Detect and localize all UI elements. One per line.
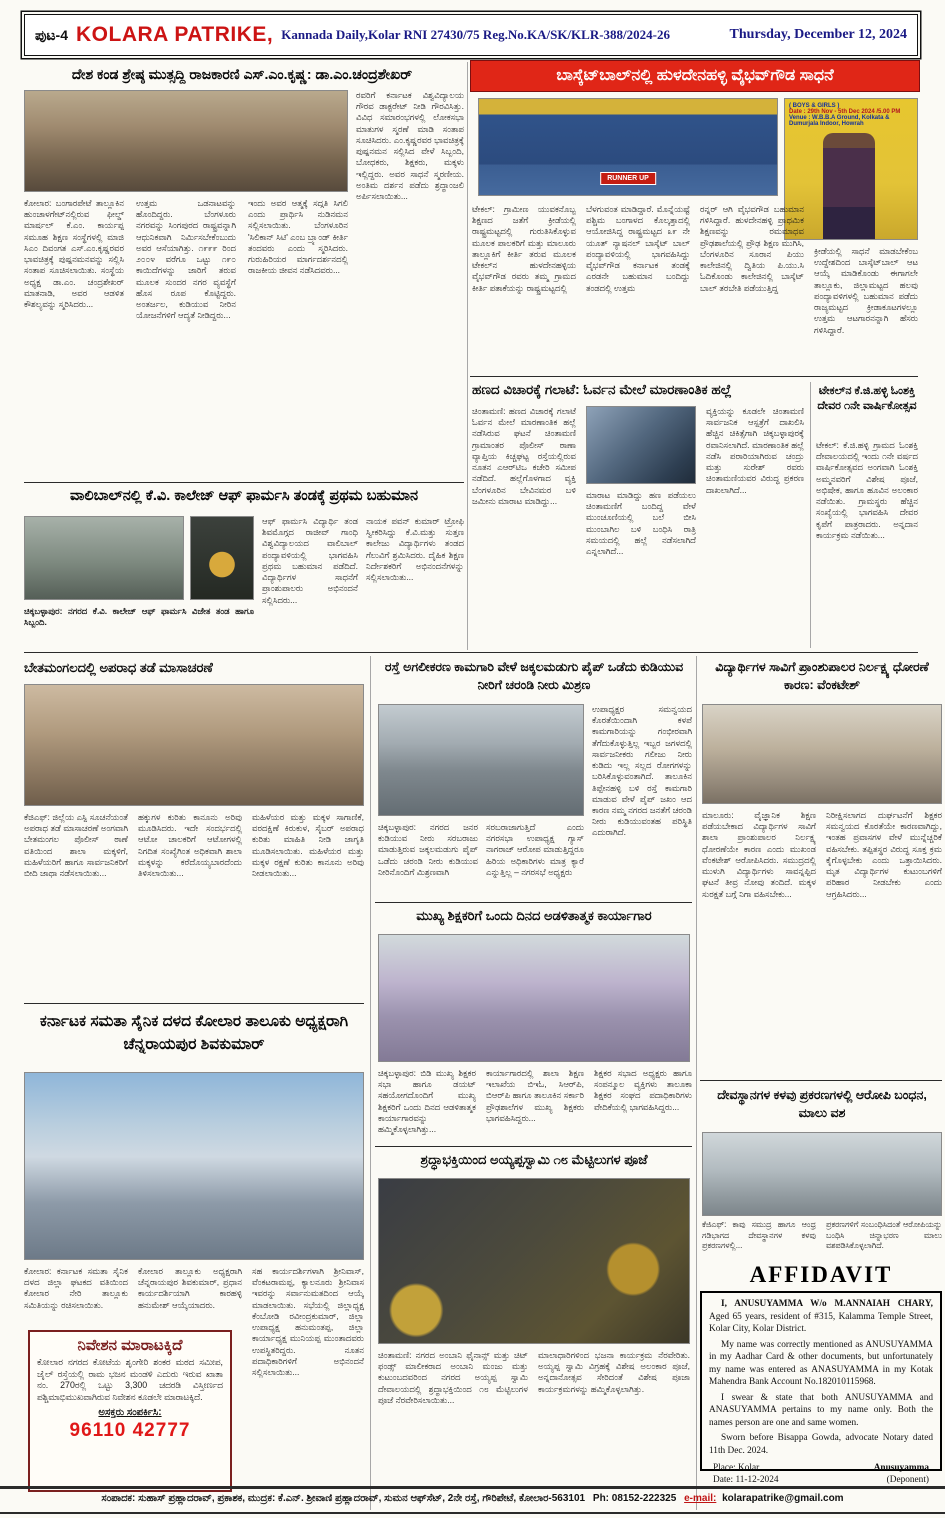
affidavit-place: Place: Kolar	[713, 1462, 760, 1473]
basketball-col4: ಕ್ರೀಡೆಯಲ್ಲಿ ಸಾಧನೆ ಮಾಡಬೇಕೆಂಬ ಉದ್ದೇಶದಿಂದ ಬಾಸ್ಕೆಟ್‌ಬಾಲ್ ಆಟ ಆಯ್ಕೆ ಮಾಡಿಕೊಂಡು ಈಗಾಗಲೇ ತಾಲ್ಲೂಕು, ಜಿಲ್ಲಾಮಟ್ಟದ ಹಲವು ಪಂದ್ಯಾವಳಿಗಳಲ್ಲಿ ಬಹುಮಾನ ಪಡೆದು ರಾಜ್ಯಮಟ್ಟದ ಕ್ರೀಡಾಕೂಟಗಳಲ್ಲೂ ಉತ್ತಮ ಆಟಗಾರನನ್ನಾಗಿ ಹೆಸರು ಗಳಿಸಿದ್ದಾರೆ.	[814, 246, 918, 335]
affidavit-title: AFFIDAVIT	[749, 1262, 893, 1287]
rule-col-right	[696, 656, 697, 1510]
ayyappa-headline: ಶ್ರದ್ಧಾಭಕ್ತಿಯಿಂದ ಅಯ್ಯಪ್ಪಸ್ವಾಮಿ ೧೮ ಮೆಟ್ಟಿಲುಗಳ ಪೂಜೆ	[420, 1152, 648, 1167]
affidavit-p4: Sworn before Bisappa Gowda, advocate Notary dated 11th Dec. 2024.	[709, 1433, 933, 1457]
poster-line1: ( BOYS & GIRLS )	[789, 103, 840, 109]
poster-line2: Date : 29th Nov - 5th Dec 2024 /5.00 PM	[789, 109, 901, 115]
assault-col3: ವ್ಯಕ್ತಿಯನ್ನು ಕೂಡಲೇ ಚಿಂತಾಮಣಿ ಸಾರ್ವಜನಿಕ ಆಸ್ಪತ್ರೆಗೆ ದಾಖಲಿಸಿ ಹೆಚ್ಚಿನ ಚಿಕಿತ್ಸೆಗಾಗಿ ಚಿಕ್ಕಬಳ್ಳಾಪುರಕ್ಕೆ ರವಾನಿಸಲಾಗಿದೆ. ಮಾರಣಾಂತಿಕ ಹಲ್ಲೆ ನಡೆಸಿ ಪರಾರಿಯಾಗಿರುವ ಚಂದ್ರು ಮತ್ತು ಸುರೇಶ್ ರವರು ಚಿಂತಾಮಣಿಯವರ ವಿರುದ್ಧ ಪ್ರಕರಣ ದಾಖಲಾಗಿದೆ...	[706, 406, 804, 495]
road-col2: ಸರಬರಾಜಾಗುತ್ತಿದೆ ಎಂದು ನಗರಸಭಾ ಉಪಾಧ್ಯಕ್ಷ ಗ್ಯಾಸ್ ನಾಗರಾಜ್ ಆರೋಪ ಮಾಡುತ್ತಿದ್ದರೂ ಹಿರಿಯ ಅಧಿಕಾರಿಗಳು ಮಾತ್ರ ಕ್ಯಾರೆ ಎನ್ನುತ್ತಿಲ್ಲ – ನಗರಸಭೆ ಅಧ್ಯಕ್ಷರು	[486, 822, 584, 877]
rule-above-theft	[700, 1080, 942, 1081]
volleyball-caption: ಚಿಕ್ಕಬಳ್ಳಾಪುರ: ನಗರದ ಕೆ.ವಿ. ಕಾಲೇಜ್ ಆಫ್ ಫಾರ್ಮಸಿ ವಿಜೇತ ತಂಡ ಹಾಗೂ ಸಿಬ್ಬಂದಿ.	[24, 606, 254, 628]
workshop-col3: ಶಿಕ್ಷಕರ ಸಭಾದ ಅಧ್ಯಕ್ಷರು ಹಾಗೂ ಸಂಪನ್ಮೂಲ ವ್ಯಕ್ತಿಗಳು ತಾಲೂಕಾ ಶಿಕ್ಷಕರ ಸಂಘದ ಪದಾಧಿಕಾರಿಗಳು ವೇದಿಕೆಯಲ್ಲಿ ಭಾಗವಹಿಸಿದ್ದರು...	[594, 1068, 692, 1112]
rule-under-basketball	[470, 376, 918, 377]
poster-line3: Venue : W.B.B.A Ground, Kolkata & Dumurjala Indoor, Howrah	[789, 115, 890, 127]
betamangala-march-photo	[24, 684, 364, 806]
rule-omshakti-left	[810, 382, 811, 648]
ad-phone-number: 96110 42777	[69, 1420, 191, 1442]
theft-lineup-photo	[702, 1132, 942, 1216]
venkatesh-col2: ನಿರೀಕ್ಷಿಸಲಾಗದ ದುರ್ಘಟನೆಗೆ ಶಿಕ್ಷಕರ ಸಮನ್ವಯದ ಕೊರತೆಯೇ ಕಾರಣವಾಗಿದ್ದು, ಇಂತಹ ಪ್ರವಾಸಗಳ ವೇಳೆ ಮುನ್ನೆಚ್ಚರಿಕೆ ವಹಿಸಬೇಕು. ತಪ್ಪಿತಸ್ಥರ ವಿರುದ್ಧ ಸೂಕ್ತ ಕ್ರಮ ಕೈಗೊಳ್ಳಬೇಕು ಎಂದು ಒತ್ತಾಯಿಸಿದರು. ಮೃತ ವಿದ್ಯಾರ್ಥಿಗಳ ಕುಟುಂಬಗಳಿಗೆ ಪರಿಹಾರ ನೀಡಬೇಕು ಎಂದು ಆಗ್ರಹಿಸಿದರು...	[826, 810, 942, 899]
imprint-phone: Ph: 08152-222325	[592, 1493, 677, 1504]
basketball-headline-banner: ಬಾಸ್ಕೆಟ್‌ಬಾಲ್‌ನಲ್ಲಿ ಹುಳದೇನಹಳ್ಳಿ ವೈಭವ್‌ಗೌಡ ಸಾಧನೆ	[470, 60, 920, 92]
rule-footer-bottom	[0, 1512, 945, 1514]
affidavit-p2: My name was correctly mentioned as ANUSUYAMMA in my Aadhar Card & other documents, but unfortunately my name was entered as ANASUYAMMA in my Kotak Mahendra Bank Account No.182010115968.	[709, 1339, 933, 1388]
ayyappa-col1: ಚಿಂತಾಮಣಿ: ನಗರದ ಅಂಬಾನಿ ಫೈನಾನ್ಸ್ ಮತ್ತು ಚಿಟ್ ಫಂಡ್ಸ್ ಮಾಲೀಕರಾದ ಅಂಬಾನಿ ಮಂಜು ಮತ್ತು ಕುಟುಂಬದವರಿಂದ ನಗರದ ಅಯ್ಯಪ್ಪ ಸ್ವಾಮಿ ದೇವಾಲಯದಲ್ಲಿ ಶ್ರದ್ಧಾಭಕ್ತಿಯಿಂದ ೧೮ ಮೆಟ್ಟಿಲುಗಳ ಪೂಜೆ ನೆರವೇರಿಸಲಾಯಿತು...	[378, 1350, 528, 1405]
rule-above-workshop	[375, 902, 692, 903]
rule-under-krishna	[24, 482, 464, 483]
issue-date: Thursday, December 12, 2024	[729, 27, 907, 42]
rule-above-samata	[24, 1003, 364, 1004]
krishna-col3: ಇಂದು ಅವರ ಆತ್ಮಕ್ಕೆ ಸದ್ಗತಿ ಸಿಗಲಿ ಎಂದು ಪ್ರಾರ್ಥಿಸಿ ನುಡಿನಮನ ಸಲ್ಲಿಸಲಾಯಿತು. ಬೆಂಗಳೂರಿನ 'ಸಿಲಿಕಾನ್ ಸಿಟಿ' ಎಂಬ ಬ್ರ್ಯಾಂಡ್ ಕೀರ್ತಿ ತಂದವರು ಎಂದು ಸ್ಮರಿಸಿದರು. ಗುರುಹಿರಿಯರ ಮಾರ್ಗದರ್ಶನದಲ್ಲಿ ರಾಜಕೀಯ ಜೀವನ ನಡೆಸಿದವರು...	[248, 198, 348, 276]
affidavit-p1-rest: Aged 65 years, resident of #315, Kalamma Temple Street, Kolar City, Kolar District.	[709, 1311, 933, 1335]
krishna-col2: ಉತ್ತಮ ಒಡನಾಟವನ್ನು ಹೊಂದಿದ್ದರು. ಬೆಂಗಳೂರು ನಗರವನ್ನು ಸಿಂಗಪುರದ ರಾಷ್ಟ್ರವನ್ನಾಗಿ ಆಧುನಿಕವಾಗಿ ನಿರ್ಮಿಸಬೇಕೆಂಬುದು ಅವರ ಆಸೆಯಾಗಿತ್ತು. ೧೯೯೯ ರಿಂದ ೨೦೦೪ ವರೆಗೂ ಒಟ್ಟು ೧೯೦ ಕಾಯಿದೆಗಳನ್ನು ಜಾರಿಗೆ ತರುವ ಮೂಲಕ ಸುಂದರ ನಗರ ವ್ಯವಸ್ಥೆಗೆ ಹೊಸ ರೂಪ ಕೊಟ್ಟಿದ್ದರು. ಅಂತರ್ಜಲ, ಕುಡಿಯುವ ನೀರಿನ ಯೋಜನೆಗಳಿಗೆ ಆದ್ಯತೆ ನೀಡಿದ್ದರು...	[136, 198, 236, 321]
rule-footer-top	[0, 1486, 945, 1489]
road-scene-photo	[378, 704, 584, 816]
rule-col-left	[370, 656, 371, 1510]
omshakti-body: ಟೇಕಲ್: ಕೆ.ಜಿ.ಹಳ್ಳಿ ಗ್ರಾಮದ ಓಂಶಕ್ತಿ ದೇವಾಲಯದಲ್ಲಿ ಇಂದು ೧ನೇ ವರ್ಷದ ವಾರ್ಷಿಕೋತ್ಸವದ ಅಂಗವಾಗಿ ಓಂಶಕ್ತಿ ಅಮ್ಮನವರಿಗೆ ವಿಶೇಷ ಪೂಜೆ, ಅಭಿಷೇಕ, ಹಾಗೂ ಹೂವಿನ ಅಲಂಕಾರ ನಡೆಯಿತು. ಗ್ರಾಮಸ್ಥರು ಹೆಚ್ಚಿನ ಸಂಖ್ಯೆಯಲ್ಲಿ ಭಾಗವಹಿಸಿ ದೇವರ ಕೃಪೆಗೆ ಪಾತ್ರರಾದರು. ಅನ್ನದಾನ ಕಾರ್ಯಕ್ರಮ ನಡೆಯಿತು...	[816, 440, 918, 540]
basketball-team-photo	[478, 98, 778, 196]
assault-col1: ಚಿಂತಾಮಣಿ: ಹಣದ ವಿಚಾರಕ್ಕೆ ಗಲಾಟೆ ಓರ್ವನ ಮೇಲೆ ಮಾರಣಾಂತಿಕ ಹಲ್ಲೆ ನಡೆಸಿರುವ ಘಟನೆ ಚಿಂತಾಮಣಿ ಗ್ರಾಮಾಂತರ ಪೊಲೀಸ್ ಠಾಣಾ ವ್ಯಾಪ್ತಿಯ ಕಿಚ್ಚಘಟ್ಟ ರಸ್ತೆಯಲ್ಲಿರುವ ನೂತನ ಎಆರ್‌ಟಿಒ ಕಚೇರಿ ಸಮೀಪ ನಡೆದಿದೆ. ಹಲ್ಲೆಗೊಳಗಾದ ವ್ಯಕ್ತಿ ಬೆಂಗಳೂರಿನ ಬೇವಿನಮರ ಬಳಿ ಜಮೀನು ಮಾರಾಟ ಮಾಡಿದ್ದು...	[472, 406, 576, 506]
samata-col3: ಸಹ ಕಾರ್ಯದರ್ಶಿಗಳಾಗಿ ಶ್ರೀನಿವಾಸ್, ವೆಂಕಟರಾಮಪ್ಪ, ಕ್ಯಾಲನೂರು ಶ್ರೀನಿವಾಸ ಇವರನ್ನು ಸರ್ವಾನುಮತದಿಂದ ಆಯ್ಕೆ ಮಾಡಲಾಯಿತು. ಸಭೆಯಲ್ಲಿ ಜಿಲ್ಲಾಧ್ಯಕ್ಷ ಕೆಂಬೋಡಿ ರವೀಂದ್ರಕುಮಾರ್, ಜಿಲ್ಲಾ ಉಪಾಧ್ಯಕ್ಷ ಹನುಮಂತಪ್ಪ, ಜಿಲ್ಲಾ ಕಾರ್ಯಾಧ್ಯಕ್ಷ ಮುನಿಯಪ್ಪ ಮುಂತಾದವರು ಉಪಸ್ಥಿತರಿದ್ದರು. ನೂತನ ಪದಾಧಿಕಾರಿಗಳಿಗೆ ಅಭಿನಂದನೆ ಸಲ್ಲಿಸಲಾಯಿತು...	[252, 1266, 364, 1377]
runner-up-sign: RUNNER UP	[600, 172, 656, 185]
samata-col1: ಕೋಲಾರ: ಕರ್ನಾಟಕ ಸಮತಾ ಸೈನಿಕ ದಳದ ಜಿಲ್ಲಾ ಘಟಕದ ವತಿಯಿಂದ ಕೋಲಾರ ನೇರಿ ತಾಲ್ಲೂಕು ಸಮಿತಿಯನ್ನು ರಚಿಸಲಾಯಿತು.	[24, 1266, 128, 1310]
betamangala-col1: ಕೆಜಿಎಫ್: ಜಿಲ್ಲೆಯ ಎಸ್ಪಿ ಸೂಚನೆಯಂತೆ ಅಪರಾಧ ತಡೆ ಮಾಸಾಚರಣೆ ಅಂಗವಾಗಿ ಬೇತಮಂಗಲ ಪೊಲೀಸ್ ಠಾಣೆ ವತಿಯಿಂದ ಶಾಲಾ ಮಕ್ಕಳಿಗೆ, ಮಹಿಳೆಯರಿಗೆ ಹಾಗೂ ಸಾರ್ವಜನಿಕರಿಗೆ ಬೀದಿ ಜಾಥಾ ನಡೆಸಲಾಯಿತು...	[24, 812, 128, 879]
rule-mid-page	[24, 652, 918, 653]
volleyball-trophy-photo	[190, 516, 254, 600]
masthead	[24, 14, 918, 56]
omshakti-headline: ಟೇಕಲ್‌ನ ಕೆ.ಜಿ.ಹಳ್ಳಿ ಓಂಶಕ್ತಿ ದೇವರ ೧ನೇ ವಾರ್ಷಿಕೋತ್ಸವ	[817, 385, 917, 412]
assault-victim-photo	[586, 406, 696, 484]
ad-body: ಕೋಲಾರ ನಗರದ ಕೋಟೆಯ ಶೃಂಗೇರಿ ಶಂಕರ ಮಠದ ಸಮೀಪ, ಜೈಲ್ ರಸ್ತೆಯಲ್ಲಿ ರಾಮ ಭಜನ ಮಂಡಳಿ ಎದುರು ಇರುವ ಖಾತಾ ನಂ. 270ರಲ್ಲಿ ಒಟ್ಟು 3,300 ಚದರಡಿ ವಿಸ್ತೀರ್ಣದ ಪಶ್ಚಿಮಾಭಿಮುಖವಾಗಿರುವ ನಿವೇಶನ ಕೂಡಲೇ ಮಾರಾಟಕ್ಕಿದೆ.	[37, 1357, 223, 1402]
venkatesh-headline: ವಿದ್ಯಾರ್ಥಿಗಳ ಸಾವಿಗೆ ಪ್ರಾಂಶುಪಾಲರ ನಿರ್ಲಕ್ಷ್ಯ ಧೋರಣೆ ಕಾರಣ: ವೆಂಕಟೇಶ್	[715, 660, 929, 693]
affidavit-deponent-label: (Deponent)	[886, 1475, 929, 1486]
imprint-email-label: e-mail:	[684, 1493, 717, 1504]
volleyball-col2: ನಾಯಕ ಪವನ್ ಕುಮಾರ್ ಟ್ರೋಫಿ ಸ್ವೀಕರಿಸಿದ್ದು ಕೆ.ವಿ.ಮತ್ತು ಸುತ್ತಣ ಕಾಲೇಜು ವಿದ್ಯಾರ್ಥಿಗಳು ತಂಡದ ಗೆಲುವಿಗೆ ಶ್ರಮಿಸಿದರು. ದೈಹಿಕ ಶಿಕ್ಷಣ ನಿರ್ದೇಶಕರಿಗೆ ಅಭಿನಂದನೆಗಳನ್ನು ಸಲ್ಲಿಸಲಾಯಿತು...	[366, 516, 464, 583]
assault-headline: ಹಣದ ವಿಚಾರಕ್ಕೆ ಗಲಾಟೆ: ಓರ್ವನ ಮೇಲೆ ಮಾರಣಾಂತಿಕ ಹಲ್ಲೆ	[472, 382, 732, 397]
volleyball-headline: ವಾಲಿಬಾಲ್‌ನಲ್ಲಿ ಕೆ.ವಿ. ಕಾಲೇಜ್ ಆಫ್ ಫಾರ್ಮಸಿ ತಂಡಕ್ಕೆ ಪ್ರಥಮ ಬಹುಮಾನ	[69, 488, 419, 504]
venkatesh-col1: ಮಾಲೂರು: ವೈಜ್ಞಾನಿಕ ಶಿಕ್ಷಣ ಪಡೆಯಬೇಕಾದ ವಿದ್ಯಾರ್ಥಿಗಳ ಸಾವಿಗೆ ಶಾಲಾ ಪ್ರಾಂಶುಪಾಲರ ನಿರ್ಲಕ್ಷ್ಯ ಧೋರಣೆಯೇ ಕಾರಣ ಎಂದು ಮುಖಂಡ ವೆಂಕಟೇಶ್ ಆರೋಪಿಸಿದರು. ಸಮುದ್ರದಲ್ಲಿ ಮುಳುಗಿ ವಿದ್ಯಾರ್ಥಿಗಳು ಸಾವನ್ನಪ್ಪಿದ ಘಟನೆ ತೀವ್ರ ನೋವು ತಂದಿದೆ. ಮಕ್ಕಳ ಸುರಕ್ಷತೆ ಬಗ್ಗೆ ನಿಗಾ ವಹಿಸಬೇಕು...	[702, 810, 816, 899]
krishna-col1: ಕೋಲಾರ: ಬಂಗಾರಪೇಟೆ ತಾಲ್ಲೂಕಿನ ಹುಂಚಾಳಗೇಟ್‌ನಲ್ಲಿರುವ ಫೀಲ್ಡ್ ಮಾರ್ಷಲ್ ಕೆ.ಎಂ. ಕಾರ್ಯಪ್ಪ ಸಮೂಹ ಶಿಕ್ಷಣ ಸಂಸ್ಥೆಗಳಲ್ಲಿ ಮಾಜಿ ಸಿಎಂ ದಿವಂಗತ ಎಸ್.ಎಂ.ಕೃಷ್ಣರವರ ಭಾವಚಿತ್ರಕ್ಕೆ ಪುಷ್ಪನಮನವನ್ನು ಸಲ್ಲಿಸಿ ಸಂತಾಪ ಸೂಚಿಸಲಾಯಿತು. ಸಂಸ್ಥೆಯ ಅಧ್ಯಕ್ಷ ಡಾ.ಎಂ. ಚಂದ್ರಶೇಖರ್ ಮಾತನಾಡಿ, ಅವರ ಆಡಳಿತ ಕೌಶಲ್ಯವನ್ನು ಸ್ಮರಿಸಿದರು...	[24, 198, 124, 309]
imprint-line	[0, 1493, 945, 1504]
basketball-player-photo	[784, 98, 918, 240]
betamangala-col3: ಮಹಿಳೆಯರ ಮತ್ತು ಮಕ್ಕಳ ಸಾಗಾಣಿಕೆ, ವರದಕ್ಷಿಣೆ ಕಿರುಕುಳ, ಸೈಬರ್ ಅಪರಾಧ ಕುರಿತು ಮಾಹಿತಿ ನೀಡಿ ಜಾಗೃತಿ ಮೂಡಿಸಲಾಯಿತು. ಮಹಿಳೆಯರ ಮತ್ತು ಮಕ್ಕಳ ರಕ್ಷಣೆ ಕುರಿತು ಕಾನೂನು ಅರಿವು ನೀಡಲಾಯಿತು...	[252, 812, 364, 879]
volleyball-team-photo	[24, 516, 184, 600]
paper-brand: KOLARA PATRIKE,	[76, 23, 274, 46]
affidavit-box	[700, 1291, 942, 1486]
betamangala-headline: ಬೇತಮಂಗಲದಲ್ಲಿ ಅಪರಾಧ ತಡೆ ಮಾಸಾಚರಣೆ	[24, 660, 213, 675]
krishna-headline: ದೇಶ ಕಂಡ ಶ್ರೇಷ್ಠ ಮುತ್ಸದ್ದಿ ರಾಜಕಾರಣಿ ಎಸ್.ಎಂ.ಕೃಷ್ಣ: ಡಾ.ಎಂ.ಚಂದ್ರಶೇಖರ್	[71, 66, 413, 82]
affidavit-date: Date: 11-12-2024	[713, 1475, 779, 1486]
workshop-col1: ಚಿಕ್ಕಬಳ್ಳಾಪುರ: ಬಿಡಿ ಮುಖ್ಯ ಶಿಕ್ಷಕರ ಸಭಾ ಹಾಗೂ ಡಯಟ್ ಸಹಯೋಗದೊಂದಿಗೆ ಮುಖ್ಯ ಶಿಕ್ಷಕರಿಗೆ ಒಂದು ದಿನದ ಆಡಳಿತಾತ್ಮಕ ಕಾರ್ಯಾಗಾರವನ್ನು ಹಮ್ಮಿಕೊಳ್ಳಲಾಗಿತ್ತು...	[378, 1068, 476, 1135]
venkatesh-event-photo	[702, 704, 942, 804]
classified-ad-box	[28, 1330, 232, 1492]
imprint-main: ಸಂಪಾದಕ: ಸುಹಾಸ್ ಪ್ರಹ್ಲಾದರಾವ್, ಪ್ರಕಾಶಕ, ಮುದ್ರಕ: ಕೆ.ಎನ್. ಶ್ರೀವಾಣಿ ಪ್ರಹ್ಲಾದರಾವ್, ಸುಮನ ಆಫ್‌ಸೆಟ್, 2ನೇ ರಸ್ತೆ, ಗೌರಿಪೇಟೆ, ಕೋಲಾರ-563101	[101, 1493, 586, 1504]
basketball-col2: ಬೆಳಗುವಂತ ಮಾಡಿದ್ದಾರೆ. ಮೊನ್ನೆಯಷ್ಟೆ ಪಶ್ಚಿಮ ಬಂಗಾಳದ ಕೊಲ್ಕತ್ತಾದಲ್ಲಿ ಆಯೋಜಿಸಿದ್ದ ರಾಷ್ಟ್ರಮಟ್ಟದ ೩೯ ನೇ ಯೂತ್ ನ್ಯಾಷನಲ್ ಬಾಸ್ಕೆಟ್ ಬಾಲ್ ಪಂದ್ಯಾವಳಿಯಲ್ಲಿ ಭಾಗವಹಿಸಿದ್ದು ವೈಭವ್‌ಗೌಡ ಕರ್ನಾಟಕ ತಂಡಕ್ಕೆ ಎರಡನೇ ಬಹುಮಾನ ಬಂದಿದ್ದು ತಂಡದಲ್ಲಿ ಉತ್ತಮ	[586, 204, 690, 293]
ad-title: ನಿವೇಶನ ಮಾರಾಟಕ್ಕಿದೆ	[77, 1337, 183, 1354]
krishna-condolence-photo	[24, 90, 348, 192]
samata-headline: ಕರ್ನಾಟಕ ಸಮತಾ ಸೈನಿಕ ದಳದ ಕೋಲಾರ ತಾಲೂಕು ಅಧ್ಯಕ್ಷರಾಗಿ ಚೆನ್ನರಾಯಪುರ ಶಿವಕುಮಾರ್	[39, 1013, 349, 1054]
theft-headline: ದೇವಸ್ಥಾನಗಳ ಕಳವು ಪ್ರಕರಣಗಳಲ್ಲಿ ಆರೋಪಿ ಬಂಧನ, ಮಾಲು ವಶ	[717, 1088, 927, 1121]
ad-contact-label: ಅಸಕ್ತರು ಸಂಪರ್ಕಿಸಿ:	[98, 1407, 162, 1419]
affidavit-deponent-name: I, ANUSUYAMMA W/o M.ANNAIAH CHARY,	[721, 1299, 933, 1309]
registration-line: Kannada Daily,Kolar RNI 27430/75 Reg.No.KA/SK/KLR-388/2024-26	[281, 27, 670, 42]
assault-col2: ಮಾರಾಟ ಮಾಡಿದ್ದು ಹಣ ಪಡೆಯಲು ಚಿಂತಾಮಣಿಗೆ ಬಂದಿದ್ದ ವೇಳೆ ಮುಂಚೂಣಿಯಲ್ಲಿ ಬಲೆ ಬೀಸಿ ಮುಂಬಾಗಿಲ ಬಳಿ ಬಂಧಿಸಿ ರಾತ್ರಿ ಸಮಯದಲ್ಲಿ ಹಲ್ಲೆ ನಡೆಸಲಾಗಿದೆ ಎನ್ನಲಾಗಿದೆ...	[586, 490, 696, 557]
workshop-group-photo	[378, 934, 690, 1062]
samata-col2: ಕೋಲಾರ ತಾಲ್ಲೂಕು ಅಧ್ಯಕ್ಷರಾಗಿ ಚೆನ್ನರಾಯಪುರ ಶಿವಕುಮಾರ್, ಪ್ರಧಾನ ಕಾರ್ಯದರ್ಶಿಯಾಗಿ ಕಾರಹಳ್ಳಿ ಹನುಮೇಶ್ ಆಯ್ಕೆಯಾದರು.	[138, 1266, 242, 1310]
player-figure	[823, 133, 875, 239]
volleyball-col1: ಆಫ್ ಫಾರ್ಮಸಿ ವಿದ್ಯಾರ್ಥಿ ತಂಡ ಶಿವಮೊಗ್ಗದ ರಾಜೀವ್ ಗಾಂಧಿ ವಿಶ್ವವಿದ್ಯಾಲಯದ ವಾಲಿಬಾಲ್ ಪಂದ್ಯಾವಳಿಯಲ್ಲಿ ಭಾಗವಹಿಸಿ ಪ್ರಥಮ ಬಹುಮಾನ ಪಡೆದಿದೆ. ವಿದ್ಯಾರ್ಥಿಗಳ ಸಾಧನೆಗೆ ಪ್ರಾಂಶುಪಾಲರು ಅಭಿನಂದನೆ ಸಲ್ಲಿಸಿದರು...	[262, 516, 358, 605]
basketball-col1: ಟೇಕಲ್: ಗ್ರಾಮೀಣ ಯುವಕನೊಬ್ಬ ಶಿಕ್ಷಣದ ಜತೆಗೆ ಕ್ರೀಡೆಯಲ್ಲಿ ರಾಷ್ಟ್ರಮಟ್ಟದಲ್ಲಿ ಗುರುತಿಸಿಕೊಳ್ಳುವ ಮೂಲಕ ಪಾಲಕರಿಗೆ ಮತ್ತು ಮಾಲೂರು ತಾಲ್ಲೂಕಿಗೆ ಕೀರ್ತಿ ತರುವ ಮೂಲಕ ಟೇಕಲ್‌ನ ಹುಳದೇನಹಳ್ಳಿಯ ವೈಭವ್‌ಗೌಡ ರವರು ತಮ್ಮ ಗ್ರಾಮದ ಕೀರ್ತಿ ಪತಾಕೆಯನ್ನು ರಾಷ್ಟ್ರಮಟ್ಟದಲ್ಲಿ	[472, 204, 576, 293]
workshop-col2: ಕಾರ್ಯಾಗಾರದಲ್ಲಿ ಶಾಲಾ ಶಿಕ್ಷಣ ಇಲಾಖೆಯ ಬಿಇಓ, ಸಿಆರ್‌ಪಿ, ಬಿಆರ್‌ಪಿ ಹಾಗೂ ತಾಲೂಕಿನ ಸರ್ಕಾರಿ ಪ್ರೌಢಶಾಲೆಗಳ ಮುಖ್ಯ ಶಿಕ್ಷಕರು ಭಾಗವಹಿಸಿದ್ದರು...	[486, 1068, 584, 1123]
samata-statue-photo	[24, 1072, 364, 1260]
theft-col2: ಪ್ರಕರಣಗಳಿಗೆ ಸಂಬಂಧಿಸಿದಂತೆ ಆರೋಪಿಯನ್ನು ಬಂಧಿಸಿ ಚಿನ್ನಾಭರಣ ಮಾಲು ವಶಪಡಿಸಿಕೊಳ್ಳಲಾಗಿದೆ.	[826, 1220, 942, 1251]
ayyappa-pooja-photo	[378, 1178, 690, 1344]
ayyappa-col2: ಮಾಲಾಧಾರಿಗಳಿಂದ ಭಜನಾ ಕಾರ್ಯಕ್ರಮ ನೆರವೇರಿತು. ಅಯ್ಯಪ್ಪ ಸ್ವಾಮಿ ವಿಗ್ರಹಕ್ಕೆ ವಿಶೇಷ ಅಲಂಕಾರ ಪೂಜೆ, ಅನ್ನದಾನೋತ್ಸವ ಸೇರಿದಂತೆ ವಿಶೇಷ ಪೂಜಾ ಕಾರ್ಯಕ್ರಮಗಳನ್ನು ಹಮ್ಮಿಕೊಳ್ಳಲಾಗಿತ್ತು.	[538, 1350, 690, 1394]
affidavit-block	[700, 1262, 942, 1484]
road-col3: ಉಪಾಧ್ಯಕ್ಷರ ಸಮನ್ವಯದ ಕೊರತೆಯಿಂದಾಗಿ ಕಳಪೆ ಕಾಮಗಾರಿಯನ್ನು ಗಂಭೀರವಾಗಿ ತೆಗೆದುಕೊಳ್ಳುತ್ತಿಲ್ಲ ಇಬ್ಬರ ಜಗಳದಲ್ಲಿ ಸಾರ್ವಜನೀಕರು ಗಲೀಜು ನೀರು ಕುಡಿದು ಇಲ್ಲ ಸಲ್ಲದ ರೋಗಗಳನ್ನು ಬರಿಸಿಕೊಳ್ಳುವಂತಾಗಿದೆ. ತಾಲೂಕಿನ ತಿಪ್ಪೇನಹಳ್ಳಿ ಬಳಿ ರಸ್ತೆ ಕಾಮಗಾರಿ ಮಾಡುವ ವೇಳೆ ಪೈಪ್ ಜಖಂ ಆದ ಕಾರಣ ನಮ್ಮ ನಗರದ ಜನತೆಗೆ ಚರಂಡಿ ನೀರು ಕುಡಿಯುವಂತಹ ಪರಿಸ್ಥಿತಿ ಎದುರಾಗಿದೆ.	[592, 704, 692, 838]
rule-above-ayyappa	[375, 1146, 692, 1147]
affidavit-p3: I swear & state that both ANUSUYAMMA and ANASUYAMMA pertains to my name only. Both the names person are one and same women.	[709, 1392, 933, 1428]
workshop-headline: ಮುಖ್ಯ ಶಿಕ್ಷಕರಿಗೆ ಒಂದು ದಿನದ ಅಡಳಿತಾತ್ಮಕ ಕಾರ್ಯಾಗಾರ	[416, 908, 652, 923]
rule-halves	[467, 62, 468, 650]
road-col1: ಚಿಕ್ಕಬಳ್ಳಾಪುರ: ನಗರದ ಜನರ ಕುಡಿಯುವ ನೀರು ಸರಬರಾಜು ಮಾಡುತ್ತಿರುವ ಜಕ್ಕಲಮಡುಗು ಪೈಪ್ ಒಡೆದು ಚರಂಡಿ ನೀರು ಕುಡಿಯುವ ನೀರಿನೊಂದಿಗೆ ಮಿಶ್ರಣವಾಗಿ	[378, 822, 478, 877]
theft-col1: ಕೆಜಿಎಫ್: ಕಾವು ಸಮುದ್ರ ಹಾಗೂ ಆಂಧ್ರ ಗಡಿಭಾಗದ ದೇವಸ್ಥಾನಗಳ ಕಳವು ಪ್ರಕರಣಗಳಲ್ಲಿ...	[702, 1220, 816, 1251]
affidavit-signer: Anusuyamma	[873, 1462, 929, 1473]
page-number-label: ಪುಟ-4	[35, 26, 68, 43]
betamangala-col2: ಹಕ್ಕುಗಳ ಕುರಿತು ಕಾನೂನು ಅರಿವು ಮೂಡಿಸಿದರು. ಇದೇ ಸಂದರ್ಭದಲ್ಲಿ ಆಟೋ ಚಾಲಕರಿಗೆ ಆಟೋಗಳಲ್ಲಿ ನಿಗದಿತ ಸಂಖ್ಯೆಗಿಂತ ಅಧಿಕವಾಗಿ ಶಾಲಾ ಮಕ್ಕಳನ್ನು ಕರೆದೊಯ್ಯಬಾರದೆಂದು ತಿಳಿಸಲಾಯಿತು...	[138, 812, 242, 879]
krishna-col4: ರವರಿಗೆ ಕರ್ನಾಟಕ ವಿಶ್ವವಿದ್ಯಾಲಯ ಗೌರವ ಡಾಕ್ಟರೇಟ್ ನೀಡಿ ಗೌರವಿಸಿತ್ತು. ವಿವಿಧ ಸಮಾರಂಭಗಳಲ್ಲಿ ಲೋಕಸಭಾ ಮಾತುಗಳ ಸ್ಮರಣೆ ಮಾಡಿ ಸಂತಾಪ ಸೂಚಿಸಿದರು. ಎಂ.ಕೃಷ್ಣರವರ ಭಾವಚಿತ್ರಕ್ಕೆ ಪುಷ್ಪನಮನ ಸಲ್ಲಿಸಿದ ವೇಳೆ ಸಿಬ್ಬಂದಿ, ಬೋಧಕರು, ಶಿಕ್ಷಕರು, ಮಕ್ಕಳು ಇಲ್ಲಿದ್ದರು. ಅವರ ಸಾಧನೆ ಸ್ಮರಣೀಯ. ಅಂತಿಮ ದರ್ಶನ ಪಡೆದು ಶ್ರದ್ಧಾಂಜಲಿ ಅರ್ಪಿಸಲಾಯಿತು...	[356, 90, 464, 201]
basketball-col3: ರನ್ನರ್ ಆಗಿ ವೈಭವಗೌಡ ಬಹುಮಾನ ಗಳಿಸಿದ್ದಾರೆ. ಹುಳದೇನಹಳ್ಳಿ ಪ್ರಾಥಮಿಕ ಶಿಕ್ಷಣವನ್ನು ರಮಮಾಧವ ಪ್ರೌಢಶಾಲೆಯಲ್ಲಿ ಪ್ರೌಢ ಶಿಕ್ಷಣ ಮುಗಿಸಿ, ಬೆಂಗಳೂರಿನ ಸೂರಾನ ಪಿಯು ಕಾಲೇಜಿನಲ್ಲಿ ದ್ವಿತಿಯ ಪಿ.ಯು.ಸಿ ಓದಿಕೊಂಡು ಕಾಲೇಜಿನಲ್ಲಿ ಬಾಸ್ಕೆಟ್ ಬಾಲ್ ತರಬೇತಿ ಪಡೆಯುತ್ತಿದ್ದ	[700, 204, 804, 293]
imprint-email: kolarapatrike@gmail.com	[722, 1493, 844, 1504]
road-headline: ರಸ್ತೆ ಅಗಲೀಕರಣ ಕಾಮಗಾರಿ ವೇಳೆ ಜಕ್ಕಲಮಡುಗು ಪೈಪ್ ಒಡೆದು ಕುಡಿಯುವ ನೀರಿಗೆ ಚರಂಡಿ ನೀರು ಮಿಶ್ರಣ	[384, 660, 684, 693]
